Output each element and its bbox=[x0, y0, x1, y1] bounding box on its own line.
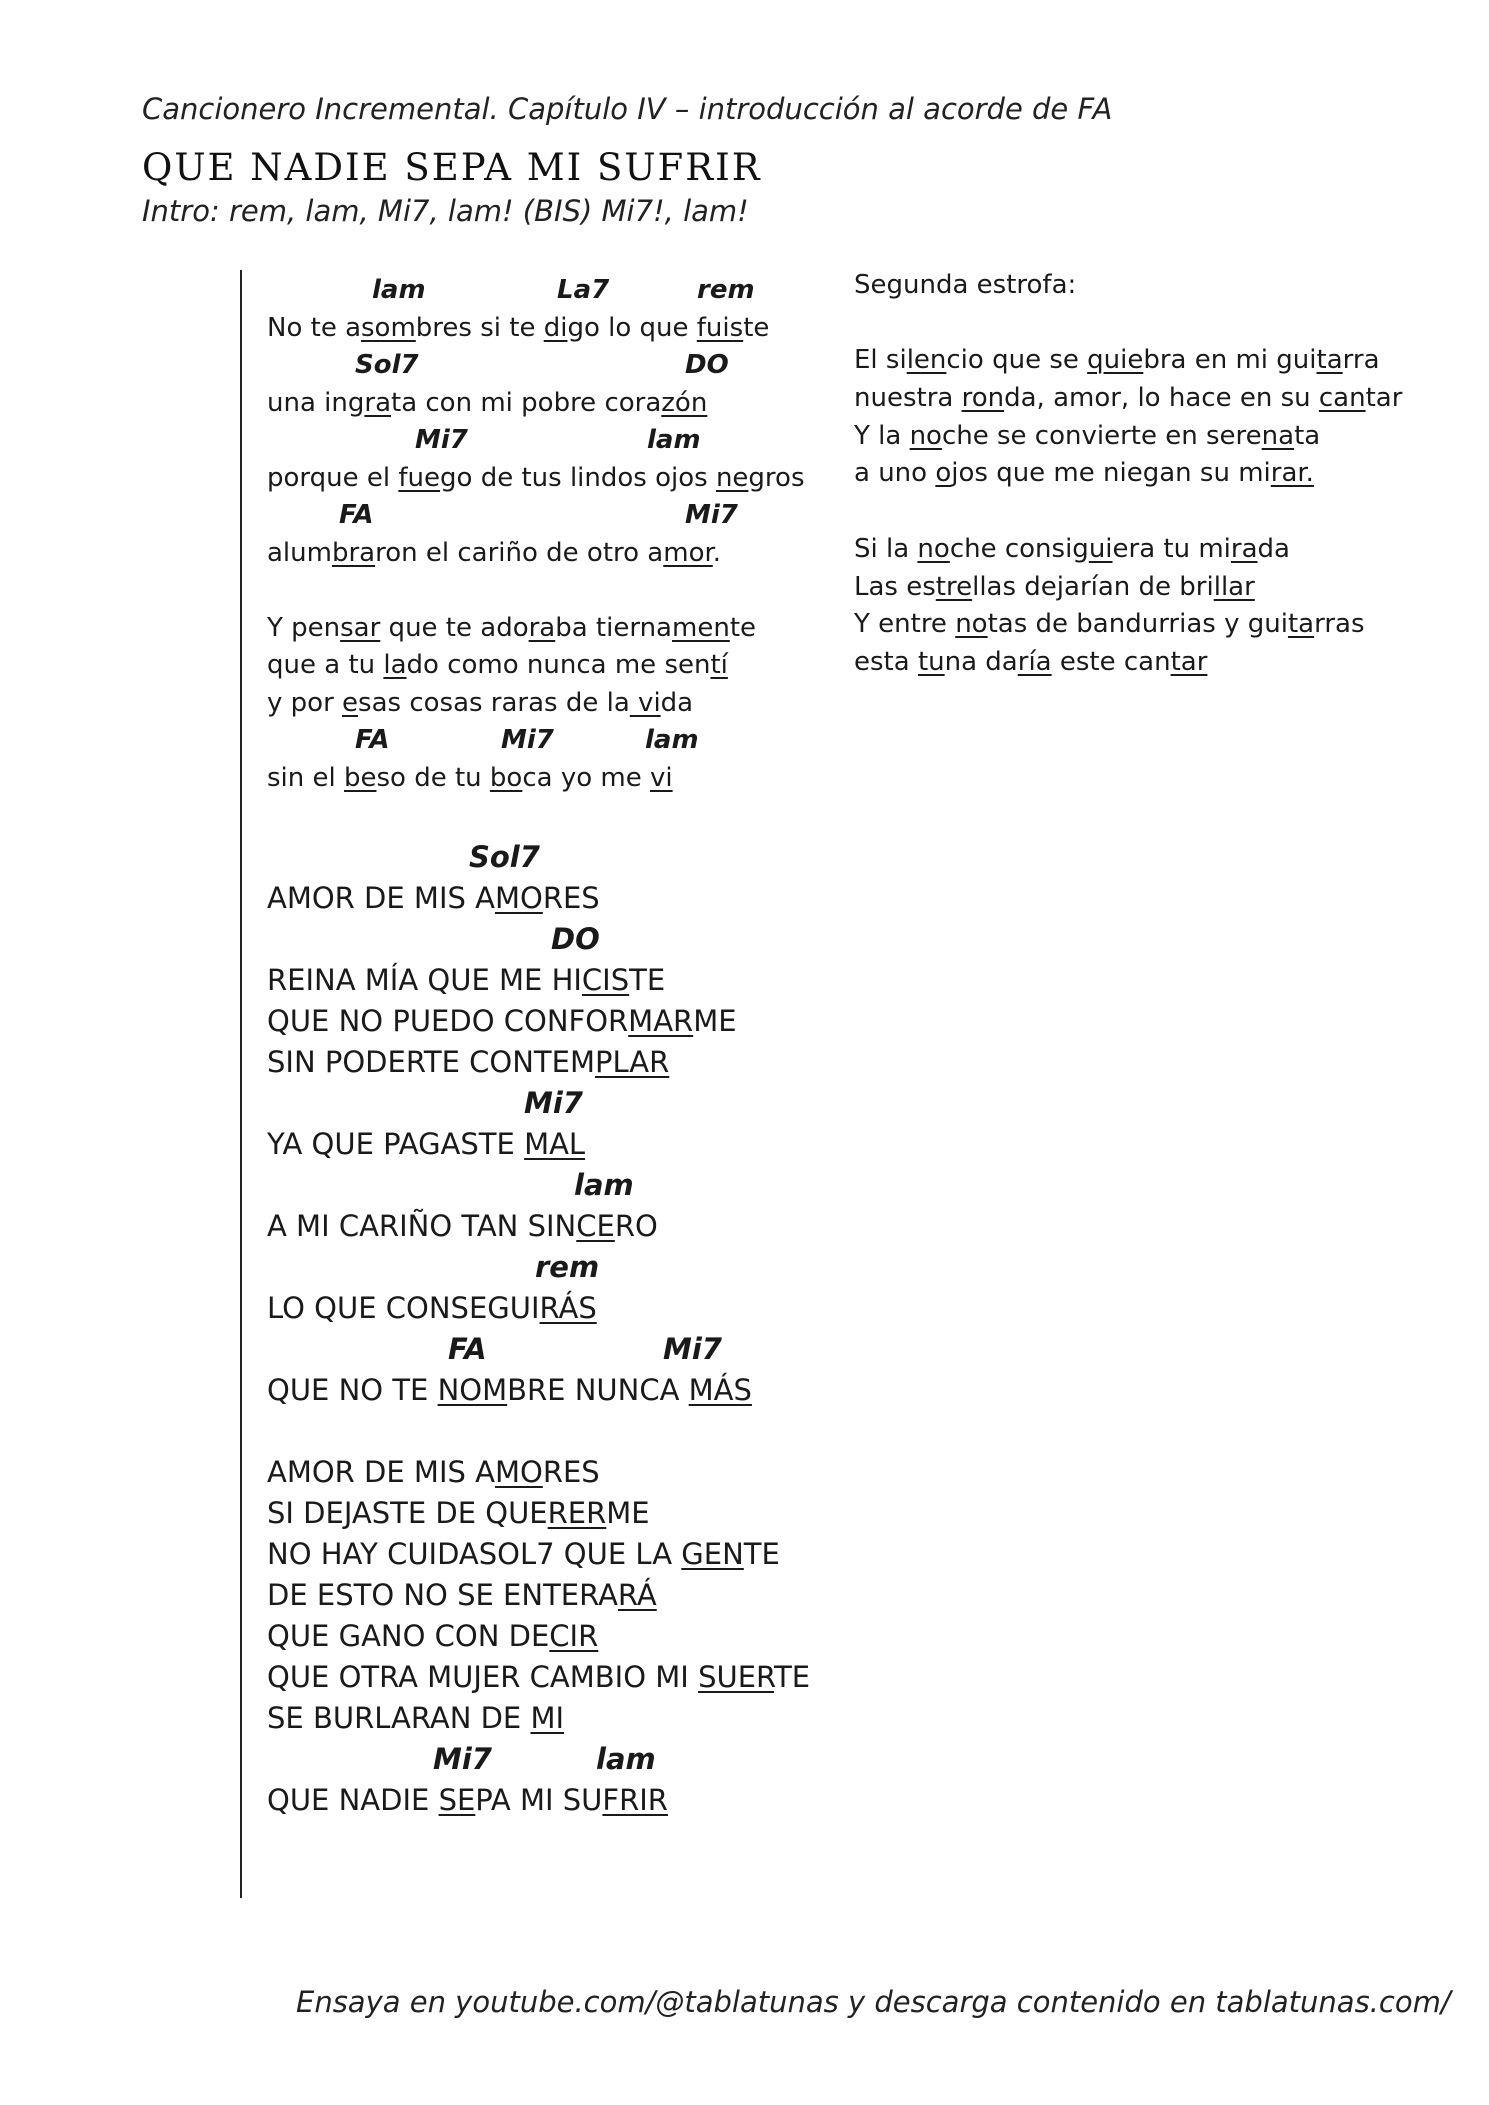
lyric-line: QUE OTRA MUJER CAMBIO MI SUERTE bbox=[267, 1660, 811, 1694]
lyric-line: Las estrellas dejarían de brillar bbox=[854, 571, 1255, 602]
lyric-line: LO QUE CONSEGUIRÁS bbox=[267, 1291, 597, 1325]
lyric-line: QUE NO PUEDO CONFORMARME bbox=[267, 1004, 737, 1038]
chord: lam bbox=[647, 425, 701, 455]
lyric-line: YA QUE PAGASTE MAL bbox=[267, 1127, 586, 1161]
verses-column bbox=[267, 272, 805, 797]
footer-note: Ensaya en youtube.com/@tablatunas y descarga contenido en tablatunas.com/ bbox=[296, 1985, 1451, 2019]
lyric-line: DE ESTO NO SE ENTERARÁ bbox=[267, 1578, 657, 1612]
lyric-line: AMOR DE MIS AMORES bbox=[267, 1455, 600, 1489]
chord-line bbox=[267, 272, 805, 310]
chord-line bbox=[267, 422, 805, 460]
lyric-line: SIN PODERTE CONTEMPLAR bbox=[267, 1045, 670, 1079]
lyric-line: REINA MÍA QUE ME HICISTE bbox=[267, 963, 666, 997]
chord: FA bbox=[448, 1332, 487, 1366]
lyric-line: AMOR DE MIS AMORES bbox=[267, 881, 600, 915]
lyric-line: porque el fuego de tus lindos ojos negros bbox=[267, 462, 805, 493]
blank-line bbox=[267, 572, 805, 610]
chord: Mi7 bbox=[524, 1086, 583, 1120]
chord: Mi7 bbox=[663, 1332, 722, 1366]
chord: Sol7 bbox=[355, 350, 419, 380]
lyric-line: Y entre notas de bandurrias y guitarras bbox=[854, 609, 1365, 640]
lyric-line: SI DEJASTE DE QUERERME bbox=[267, 1496, 650, 1530]
chord: lam bbox=[372, 275, 426, 305]
blank-line bbox=[854, 493, 1402, 531]
chord-line bbox=[267, 722, 805, 760]
intro-chords: Intro: rem, lam, Mi7, lam! (BIS) Mi7!, lam! bbox=[142, 194, 749, 228]
chord: Mi7 bbox=[415, 425, 468, 455]
lyric-line: que a tu lado como nunca me sentí bbox=[267, 650, 728, 680]
margin-rule bbox=[240, 270, 242, 1898]
lyric-line: SE BURLARAN DE MI bbox=[267, 1701, 565, 1735]
chord-line bbox=[267, 347, 805, 385]
lyric-line: alumbraron el cariño de otro amor. bbox=[267, 537, 722, 568]
lyric-line: a uno ojos que me niegan su mirar. bbox=[854, 458, 1314, 489]
chord: lam bbox=[645, 725, 699, 755]
lyric-line: El silencio que se quiebra en mi guitarra bbox=[854, 345, 1380, 376]
lyric-line: nuestra ronda, amor, lo hace en su cantar bbox=[854, 383, 1403, 414]
lyric-line: QUE NO TE NOMBRE NUNCA MÁS bbox=[267, 1373, 752, 1407]
blank-line bbox=[854, 305, 1402, 343]
lyric-line: esta tuna daría este cantar bbox=[854, 646, 1208, 677]
lyric-line: QUE GANO CON DECIR bbox=[267, 1619, 599, 1653]
chord: lam bbox=[574, 1168, 634, 1202]
lyric-line: sin el beso de tu boca yo me vi bbox=[267, 762, 673, 793]
chord: FA bbox=[339, 500, 374, 530]
lyric-line: NO HAY CUIDASOL7 QUE LA GENTE bbox=[267, 1537, 780, 1571]
song-title: QUE NADIE SEPA MI SUFRIR bbox=[142, 146, 762, 189]
chord: La7 bbox=[557, 275, 610, 305]
lyric-line: Y pensar que te adoraba tiernamente bbox=[267, 612, 757, 643]
lyric-line: Y la noche se convierte en serenata bbox=[854, 420, 1321, 451]
chord: lam bbox=[596, 1742, 656, 1776]
second-verse-column bbox=[854, 267, 1402, 682]
chord: Sol7 bbox=[469, 840, 540, 874]
section-heading: Segunda estrofa: bbox=[854, 270, 1077, 300]
lyric-line: QUE NADIE SEPA MI SUFRIR bbox=[267, 1783, 668, 1817]
chord: Mi7 bbox=[433, 1742, 492, 1776]
chord: rem bbox=[697, 275, 755, 305]
lyric-line: una ingrata con mi pobre corazón bbox=[267, 387, 708, 418]
chord-line bbox=[267, 497, 805, 535]
chord: DO bbox=[685, 350, 729, 380]
lyric-line: Si la noche consiguiera tu mirada bbox=[854, 533, 1290, 564]
lyric-line: y por esas cosas raras de la vida bbox=[267, 687, 694, 718]
lyric-line: No te asombres si te digo lo que fuiste bbox=[267, 312, 770, 343]
chord: Mi7 bbox=[685, 500, 738, 530]
chord: FA bbox=[355, 725, 390, 755]
chord: DO bbox=[551, 922, 600, 956]
lyric-line: A MI CARIÑO TAN SINCERO bbox=[267, 1209, 658, 1243]
chord: Mi7 bbox=[501, 725, 554, 755]
chord: rem bbox=[535, 1250, 600, 1284]
chapter-subtitle: Cancionero Incremental. Capítulo IV – introducción al acorde de FA bbox=[142, 92, 1113, 126]
